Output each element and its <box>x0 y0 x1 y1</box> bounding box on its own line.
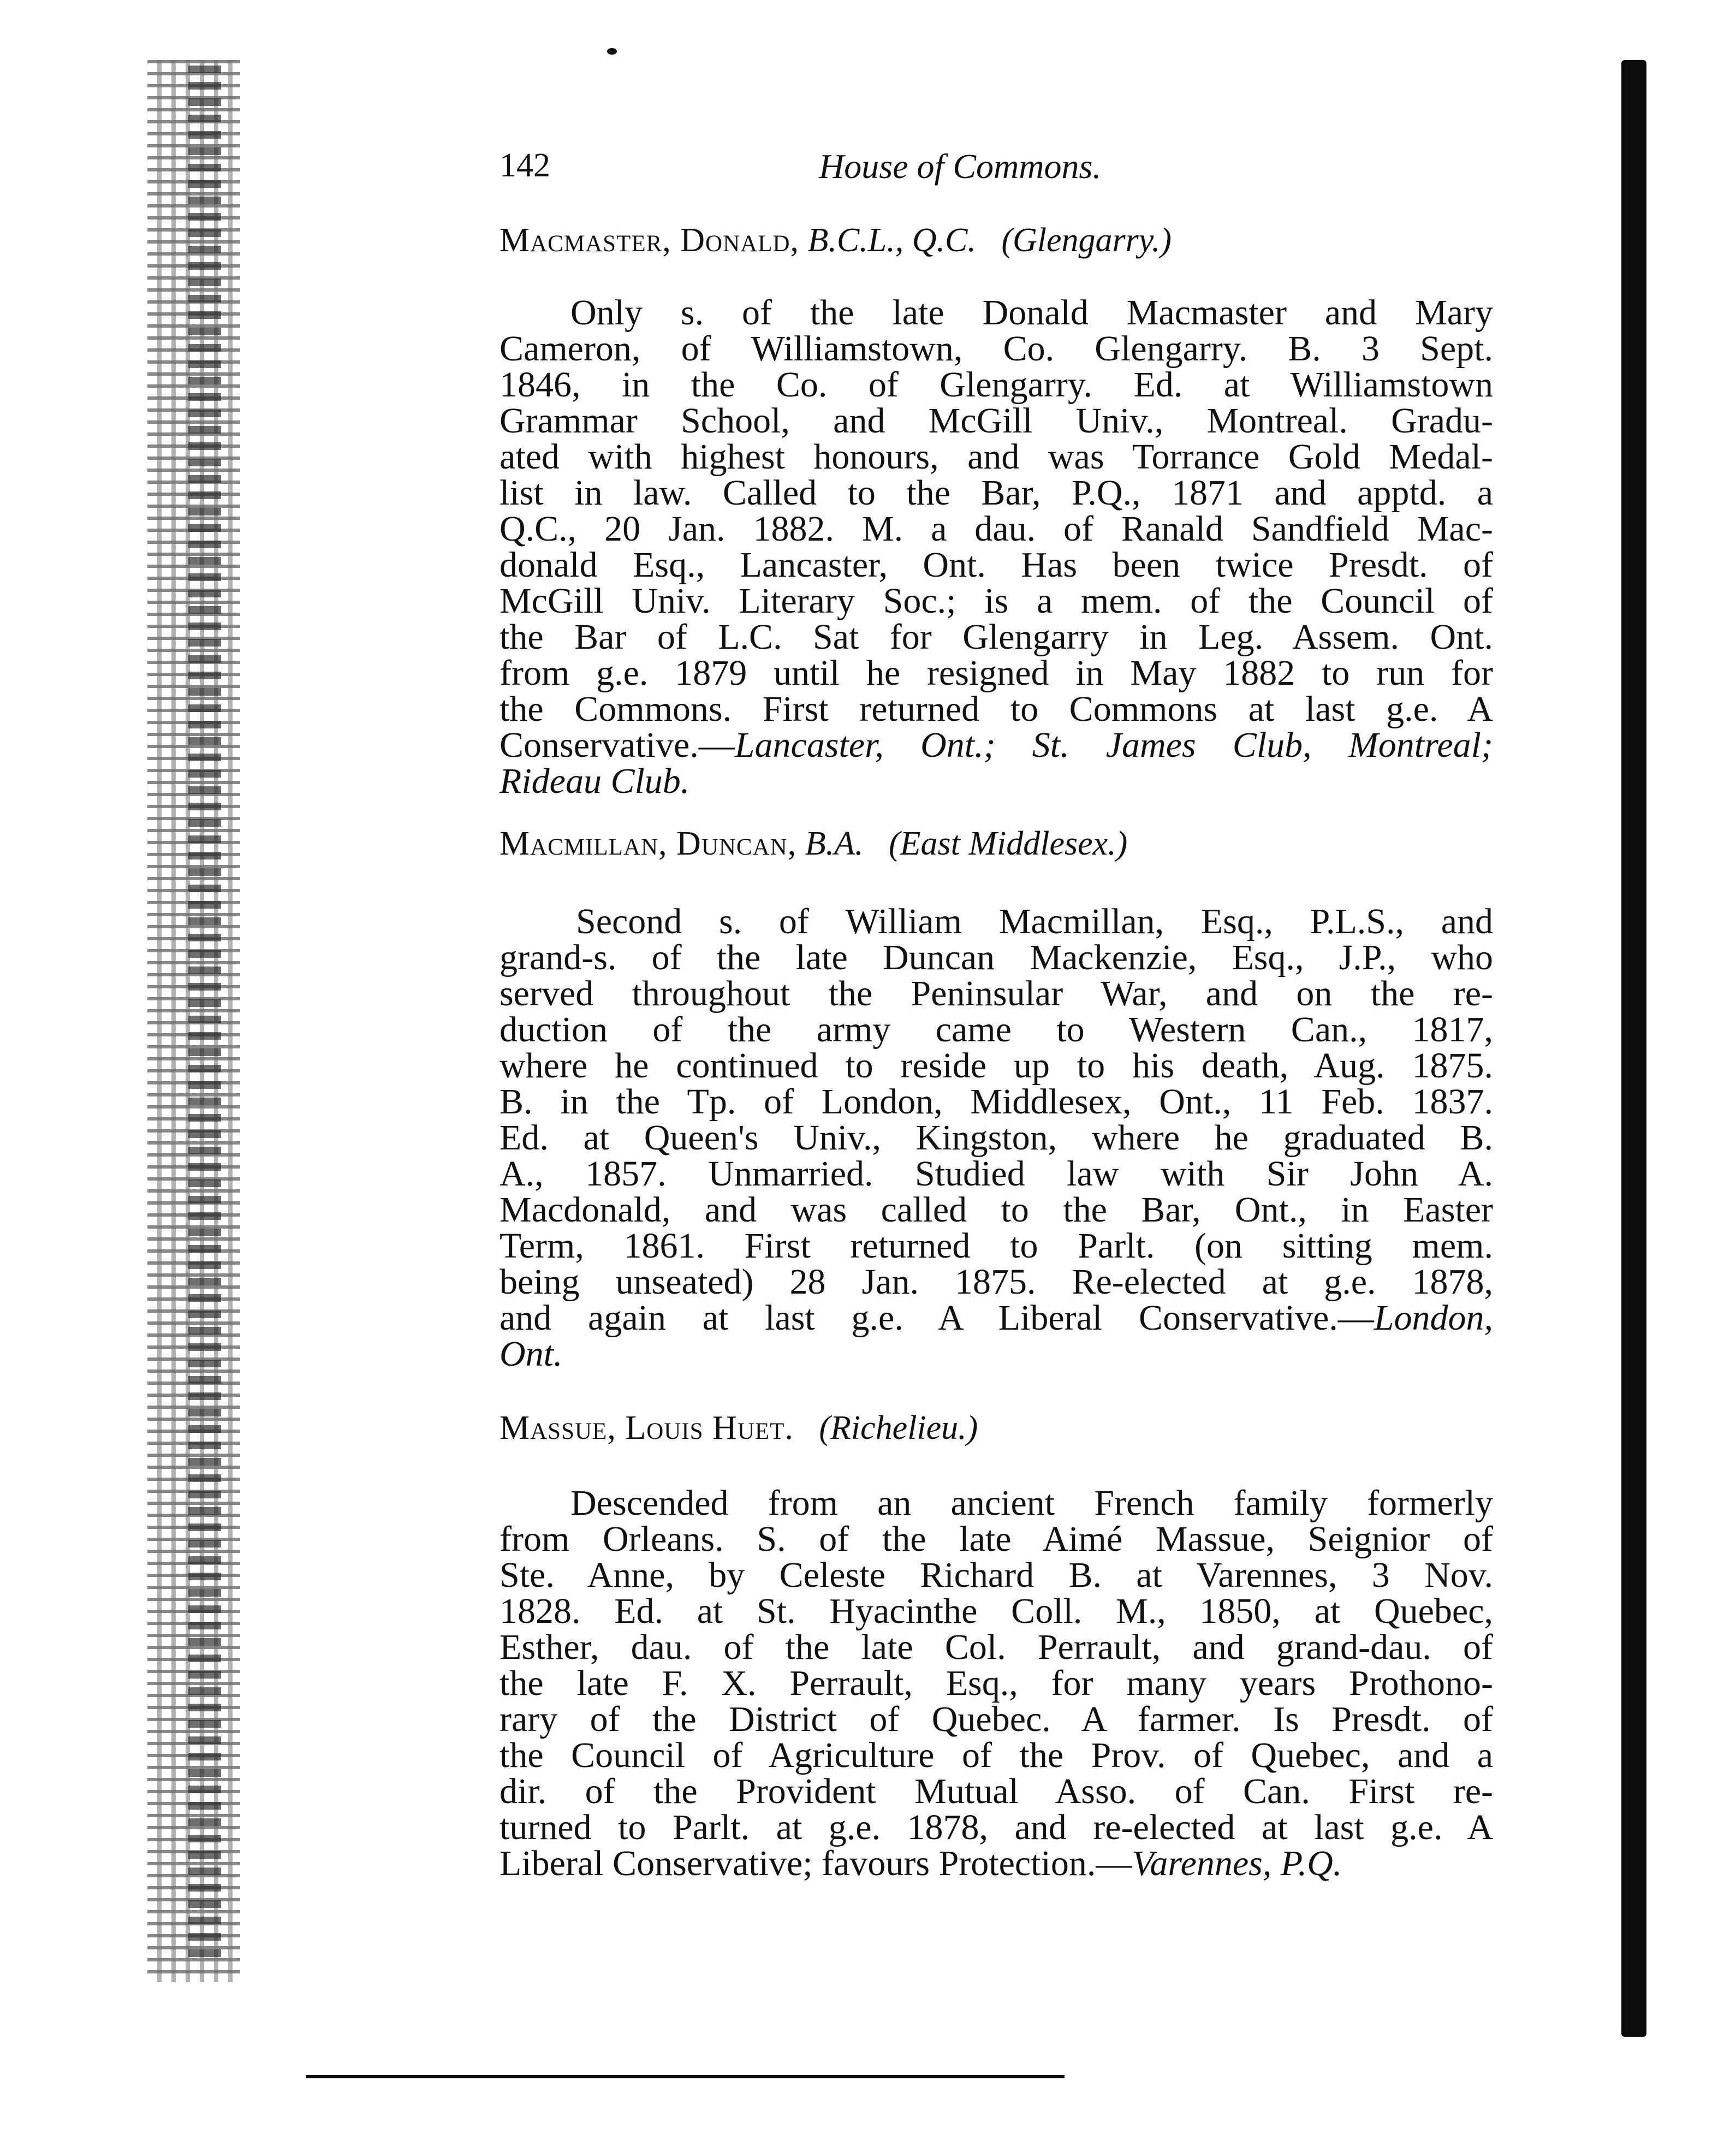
page-number: 142 <box>500 147 550 184</box>
body-line: the late F. X. Perrault, Esq., for many years Prothono- <box>500 1663 1493 1703</box>
body-line: ated with highest honours, and was Torrance Gold Medal- <box>500 437 1493 477</box>
entry-degrees: B.C.L., Q.C. <box>807 222 976 259</box>
entry-address: Varennes, P.Q. <box>1132 1843 1342 1883</box>
entry-address: London, <box>1374 1298 1493 1338</box>
body-line: Macdonald, and was called to the Bar, Ont., in Easter <box>500 1190 1493 1230</box>
entry-address-cont: Rideau Club. <box>500 761 690 801</box>
entry-heading <box>500 825 1493 863</box>
entry-body <box>500 295 1493 799</box>
body-line: grand-s. of the late Duncan Mackenzie, Esq., J.P., who <box>500 938 1493 977</box>
body-line: duction of the army came to Western Can., 1817, <box>500 1010 1493 1050</box>
body-line: 1828. Ed. at St. Hyacinthe Coll. M., 1850, at Quebec, <box>500 1591 1493 1631</box>
body-line: being unseated) 28 Jan. 1875. Re-elected at g.e. 1878, <box>500 1262 1493 1302</box>
entry-body <box>500 1485 1493 1882</box>
body-line-with-address <box>500 1300 1493 1336</box>
entry-constituency: (Glengarry.) <box>1001 222 1172 259</box>
scan-binding-shadow <box>188 66 221 1966</box>
entry-constituency: (East Middlesex.) <box>888 825 1128 862</box>
body-line: where he continued to reside up to his death, Aug. 1875. <box>500 1046 1493 1086</box>
running-title: House of Commons. <box>819 147 1102 186</box>
body-line-with-address <box>500 727 1493 763</box>
body-line: Conservative.— <box>500 725 735 765</box>
body-line: dir. of the Provident Mutual Asso. of Can. First re- <box>500 1771 1493 1811</box>
scan-speck <box>607 48 617 55</box>
body-line: Only s. of the late Donald Macmaster and Mary <box>570 293 1493 333</box>
entry-degrees: B.A. <box>805 825 864 862</box>
entry-name: Macmaster, Donald, <box>500 222 800 259</box>
bottom-rule <box>306 2075 1065 2078</box>
body-line: Cameron, of Williamstown, Co. Glengarry. B. 3 Sept. <box>500 329 1493 369</box>
body-line: Ed. at Queen's Univ., Kingston, where he graduated B. <box>500 1118 1493 1158</box>
entry-constituency: (Richelieu.) <box>819 1409 978 1446</box>
body-line: from g.e. 1879 until he resigned in May 1882 to run for <box>500 653 1493 693</box>
body-line: and again at last g.e. A Liberal Conservative.— <box>500 1298 1374 1338</box>
body-line: Term, 1861. First returned to Parlt. (on sitting mem. <box>500 1226 1493 1266</box>
body-line: rary of the District of Quebec. A farmer. Is Presdt. of <box>500 1699 1493 1739</box>
body-line: A., 1857. Unmarried. Studied law with Sir John A. <box>500 1154 1493 1194</box>
body-line: Ste. Anne, by Celeste Richard B. at Varennes, 3 Nov. <box>500 1555 1493 1595</box>
body-line: McGill Univ. Literary Soc.; is a mem. of the Council of <box>500 581 1493 621</box>
body-line: turned to Parlt. at g.e. 1878, and re-elected at last g.e. A <box>500 1807 1493 1847</box>
entry-heading <box>500 221 1493 260</box>
body-line: Liberal Conservative; favours Protection.— <box>500 1843 1132 1883</box>
body-line: served throughout the Peninsular War, and on the re- <box>500 974 1493 1013</box>
body-line: Q.C., 20 Jan. 1882. M. a dau. of Ranald Sandfield Mac- <box>500 509 1493 549</box>
body-line: from Orleans. S. of the late Aimé Massue, Seignior of <box>500 1519 1493 1559</box>
body-line: Esther, dau. of the late Col. Perrault, and grand-dau. of <box>500 1627 1493 1667</box>
body-line: donald Esq., Lancaster, Ont. Has been twice Presdt. of <box>500 545 1493 585</box>
entry-address: Lancaster, Ont.; St. James Club, Montreal; <box>734 725 1493 765</box>
body-line: Grammar School, and McGill Univ., Montreal. Gradu- <box>500 401 1493 441</box>
entry-name: Macmillan, Duncan, <box>500 825 797 862</box>
body-line: 1846, in the Co. of Glengarry. Ed. at Williamstown <box>500 365 1493 405</box>
body-line: the Bar of L.C. Sat for Glengarry in Leg. Assem. Ont. <box>500 617 1493 657</box>
body-line: the Commons. First returned to Commons at last g.e. A <box>500 689 1493 729</box>
body-line: Descended from an ancient French family formerly <box>570 1483 1493 1523</box>
entry-address-cont: Ont. <box>500 1334 563 1374</box>
body-line: list in law. Called to the Bar, P.Q., 1871 and apptd. a <box>500 473 1493 513</box>
body-line-with-address <box>500 1843 1493 1883</box>
body-line: the Council of Agriculture of the Prov. of Quebec, and a <box>500 1735 1493 1775</box>
scan-right-edge-shadow <box>1621 60 1646 2037</box>
body-line: Second s. of William Macmillan, Esq., P.L.S., and <box>576 902 1493 941</box>
entry-name: Massue, Louis Huet. <box>500 1409 794 1446</box>
body-line: B. in the Tp. of London, Middlesex, Ont., 11 Feb. 1837. <box>500 1082 1493 1122</box>
entry-heading <box>500 1409 1493 1448</box>
entry-body <box>500 904 1493 1372</box>
